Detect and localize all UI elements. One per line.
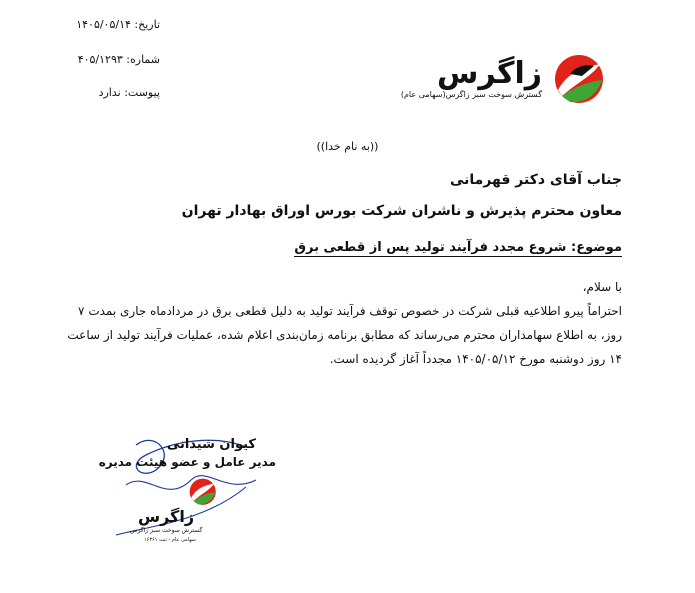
- number-line: [60, 53, 160, 66]
- greeting: با سلام،: [582, 280, 622, 294]
- number-label: شماره:: [126, 53, 160, 66]
- stamp-note: سهامی عام - ثبت ۱۶۳۶۱: [144, 537, 196, 543]
- stamp-tagline: گسترش سوخت سبز زاگرس: [130, 527, 203, 534]
- stamp-emblem-icon: [188, 477, 218, 507]
- date-line: [60, 18, 160, 31]
- signer-name: کیوان شیدانی: [166, 437, 256, 452]
- signer-role: مدیر عامل و عضو هیئت مدیره: [98, 455, 276, 469]
- body-paragraph: احتراماً پیرو اطلاعیه قبلی شرکت در خصوص توقف فرآیند تولید به دلیل قطعی برق در مردادماه جاری بمدت ۷ روز، به اطلاع سهامداران محترم می‌رساند که مطابق برنامه زمان‌بندی اعلام شده، عملیات فرآیند تولید از ساعت ۱۴ روز دوشنبه مورخ ۱۴۰۵/۰۵/۱۲ مجدداً آغاز گردیده است.: [67, 304, 622, 366]
- recipient-name: جناب آقای دکتر قهرمانی: [449, 172, 622, 188]
- attachment-line: [60, 86, 160, 99]
- company-stamp: [130, 477, 240, 557]
- attachment-label: پیوست:: [124, 86, 160, 99]
- zagros-emblem-icon: [552, 52, 607, 107]
- subject-line: [294, 240, 622, 255]
- recipient-title: معاون محترم پذیرش و ناشران شرکت بورس اوراق بهادار تهران: [181, 203, 622, 219]
- letter-body: [67, 275, 622, 371]
- attachment-value: ندارد: [98, 86, 121, 99]
- date-value: ۱۴۰۵/۰۵/۱۴: [76, 18, 131, 31]
- company-wordmark: زاگرس: [436, 56, 542, 91]
- date-label: تاریخ:: [134, 18, 160, 31]
- number-value: ۴۰۵/۱۲۹۳: [77, 53, 123, 66]
- company-tagline: گسترش سوخت سبز زاگرس(سهامی عام): [400, 90, 542, 99]
- company-logo: [400, 52, 607, 107]
- stamp-wordmark: زاگرس: [138, 507, 195, 526]
- subject-text: موضوع: شروع مجدد فرآیند تولید پس از قطعی برق: [294, 240, 622, 255]
- signature-block: [96, 425, 276, 555]
- basmala: ((به نام خدا)): [316, 140, 379, 153]
